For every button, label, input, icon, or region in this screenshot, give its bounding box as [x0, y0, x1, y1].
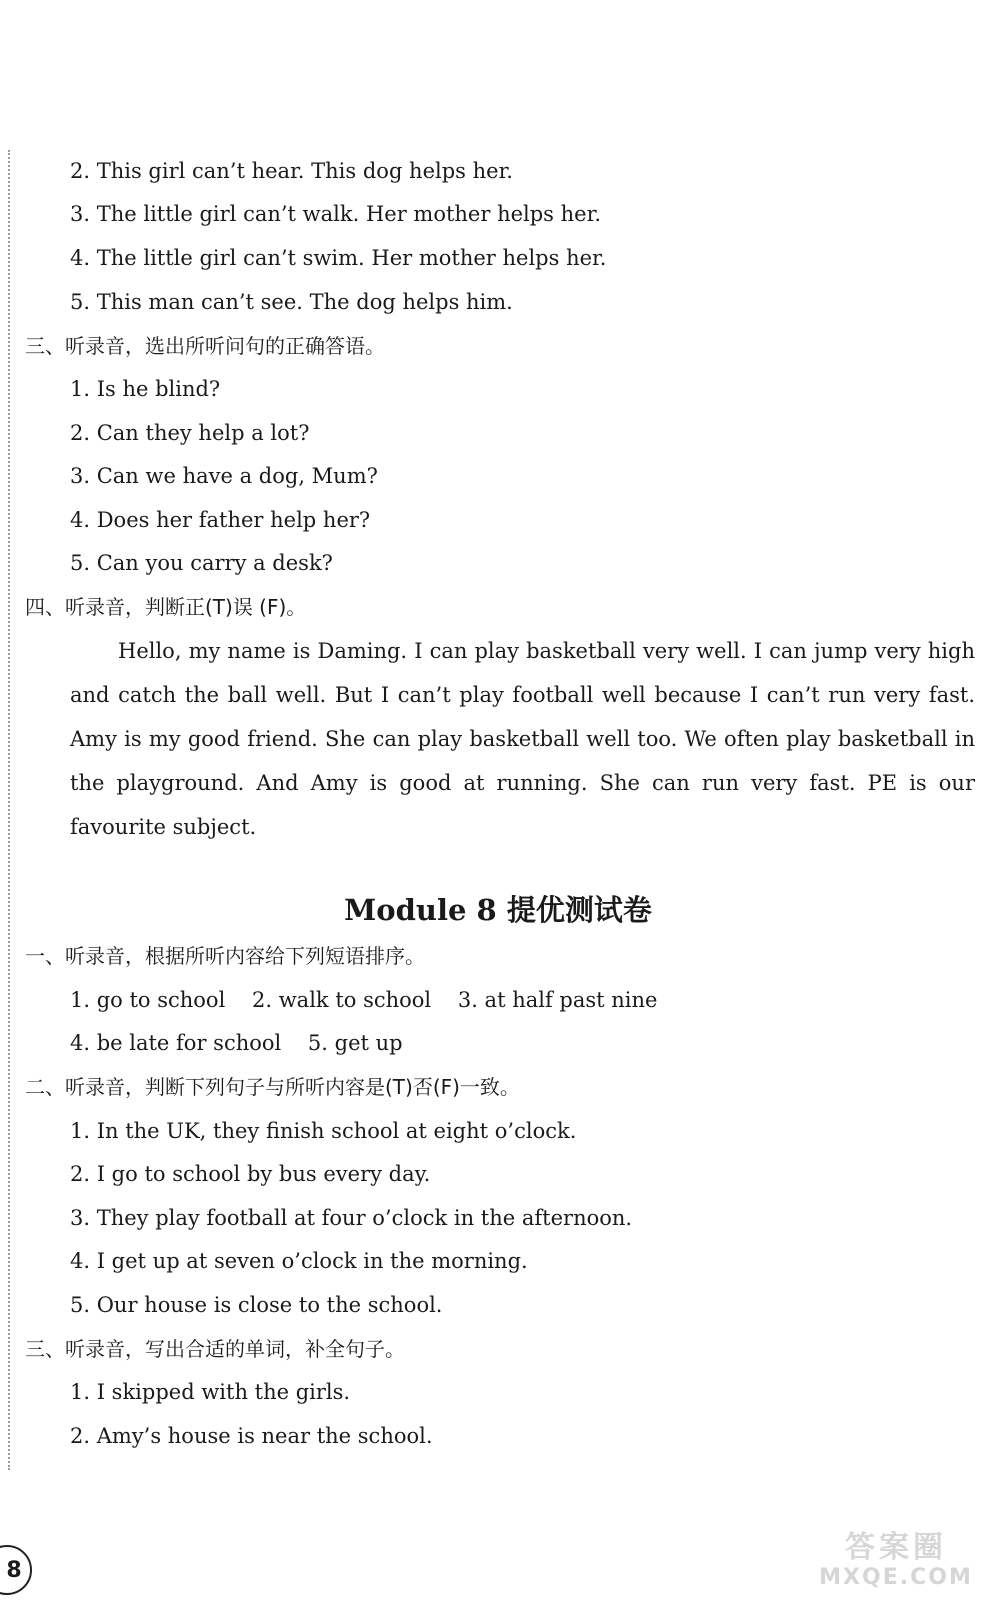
- list-item: 1. Is he blind?: [70, 377, 221, 401]
- list-item: 4. Does her father help her?: [70, 508, 371, 532]
- passage-row: and catch the ball well. But I can’t play football well because I can’t run very fast.: [70, 683, 975, 707]
- list-item: 2. I go to school by bus every day.: [70, 1162, 431, 1186]
- list-item: 3. They play football at four o’clock in the afternoon.: [70, 1206, 633, 1230]
- list-item: 5. Our house is close to the school.: [70, 1293, 443, 1317]
- margin-dotted-line: [8, 150, 10, 1470]
- watermark-logo: [816, 1530, 976, 1592]
- section-heading: 三、听录音，选出所听问句的正确答语。: [25, 334, 385, 358]
- section-heading: 四、听录音，判断正(T)误 (F)。: [25, 595, 307, 619]
- list-item: 2. This girl can’t hear. This dog helps her.: [70, 159, 513, 183]
- list-item: 3. The little girl can’t walk. Her mother helps her.: [70, 202, 601, 226]
- section-heading: 一、听录音，根据所听内容给下列短语排序。: [25, 944, 425, 968]
- list-item: 4. The little girl can’t swim. Her mother helps her.: [70, 246, 607, 270]
- passage-row: the playground. And Amy is good at running. She can run very fast. PE is our: [70, 771, 975, 795]
- watermark-bottom: MXQE.COM: [819, 1565, 973, 1590]
- list-item: 3. Can we have a dog, Mum?: [70, 464, 378, 488]
- section-heading: 三、听录音，写出合适的单词，补全句子。: [25, 1337, 405, 1361]
- passage-row: Hello, my name is Daming. I can play basketball very well. I can jump very high: [118, 639, 975, 663]
- list-item: 5. This man can’t see. The dog helps him.: [70, 290, 513, 314]
- watermark-top: 答案圈: [845, 1530, 947, 1565]
- passage-row: Amy is my good friend. She can play basketball well too. We often play basketball in: [70, 727, 975, 751]
- module-title: Module 8 提优测试卷: [344, 893, 652, 927]
- page-number-badge: [0, 1545, 32, 1595]
- list-item: 2. Amy’s house is near the school.: [70, 1424, 433, 1448]
- list-item: 4. I get up at seven o’clock in the morning.: [70, 1249, 528, 1273]
- section-heading: 二、听录音，判断下列句子与所听内容是(T)否(F)一致。: [25, 1075, 520, 1099]
- list-item: 1. I skipped with the girls.: [70, 1380, 351, 1404]
- list-item: 2. Can they help a lot?: [70, 421, 310, 445]
- passage: [70, 637, 975, 857]
- list-item: 4. be late for school 5. get up: [70, 1031, 403, 1055]
- list-item: 1. In the UK, they finish school at eight o’clock.: [70, 1119, 577, 1143]
- list-item: 1. go to school 2. walk to school 3. at half past nine: [70, 988, 658, 1012]
- passage-row: favourite subject.: [70, 815, 257, 839]
- list-item: 5. Can you carry a desk?: [70, 551, 333, 575]
- page-number: 8: [6, 1557, 22, 1583]
